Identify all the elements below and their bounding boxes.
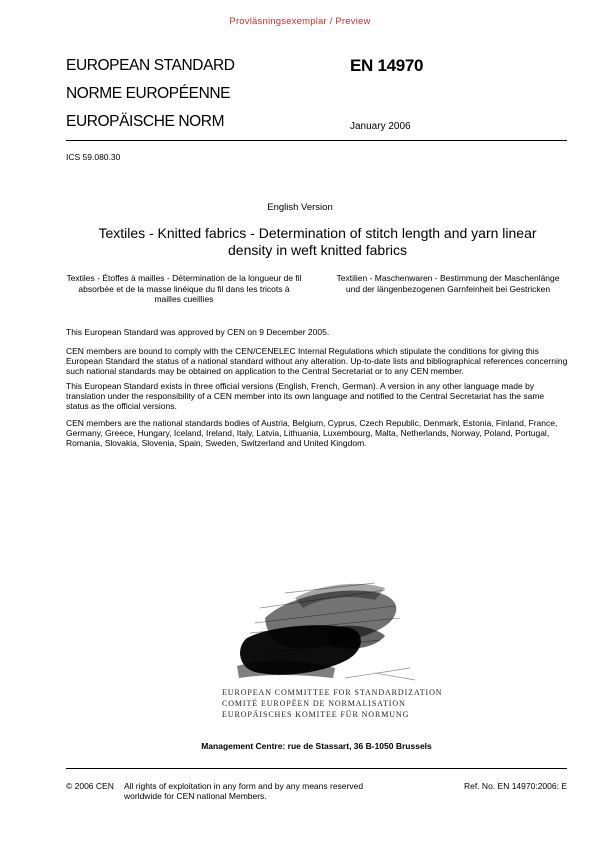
title-german: Textilien - Maschenwaren - Bestimmung der Maschenlänge und der längenbezogenen Garnfeinheit bei Gestricken (336, 273, 560, 294)
document-title: Textiles - Knitted fabrics - Determination of stitch length and yarn linear density in weft knitted fabrics (98, 225, 537, 258)
versions-paragraph: This European Standard exists in three official versions (English, French, German). A version in any other language made by translation under the responsibility of a CEN member into its own language and notified to the Central Secretariat has the same status as the official versions. (66, 381, 545, 411)
standard-type-en: EUROPEAN STANDARD (66, 57, 235, 74)
header-divider (66, 140, 567, 141)
cen-name-english: EUROPEAN COMMITTEE FOR STANDARDIZATION (222, 688, 443, 697)
cen-name-french: COMITÉ EUROPÉEN DE NORMALISATION (222, 699, 406, 708)
rights-notice: All rights of exploitation in any form and by any means reserved worldwide for CEN national Members. (124, 781, 364, 801)
reference-number: Ref. No. EN 14970:2006: E (463, 781, 567, 791)
copyright-notice: © 2006 CEN (66, 781, 114, 791)
management-centre-address: Management Centre: rue de Stassart, 36 B-1050 Brussels (201, 741, 432, 751)
english-version-label: English Version (267, 202, 333, 213)
ics-code: ICS 59.080.30 (66, 152, 121, 162)
standard-type-de: EUROPÄISCHE NORM (66, 113, 225, 130)
publication-date: January 2006 (350, 121, 411, 132)
preview-banner: Provläsningsexemplar / Preview (229, 16, 371, 27)
standard-type-fr: NORME EUROPÉENNE (66, 85, 231, 102)
title-french: Textiles - Étoffes à mailles - Détermination de la longueur de fil absorbée et de la masse linéique du fil dans les tricots à mailles cueillies (66, 273, 302, 304)
members-paragraph: CEN members are the national standards bodies of Austria, Belgium, Cyprus, Czech Republic, Denmark, Estonia, Finland, France, Germany, Greece, Hungary, Iceland, Ireland, Italy, Latvia, Lithuania, Luxembourg, Malta, Netherlands, Norway, Poland, Portugal, Romania, Slovakia, Slovenia, Spain, Sweden, Switzerland and United Kingdom. (66, 418, 558, 448)
cen-brush-logo (225, 578, 420, 688)
approval-paragraph: This European Standard was approved by CEN on 9 December 2005. (66, 327, 330, 337)
standard-number: EN 14970 (350, 56, 424, 75)
cen-name-german: EUROPÄISCHES KOMITEE FÜR NORMUNG (222, 710, 410, 719)
compliance-paragraph: CEN members are bound to comply with the CEN/CENELEC Internal Regulations which stipulate the conditions for giving this European Standard the status of a national standard without any alteration. Up-to-date lists and bibliographical references concerning such national standards may be obtained on application to the Central Secretariat or to any CEN member. (66, 346, 568, 376)
footer-divider (66, 768, 567, 769)
